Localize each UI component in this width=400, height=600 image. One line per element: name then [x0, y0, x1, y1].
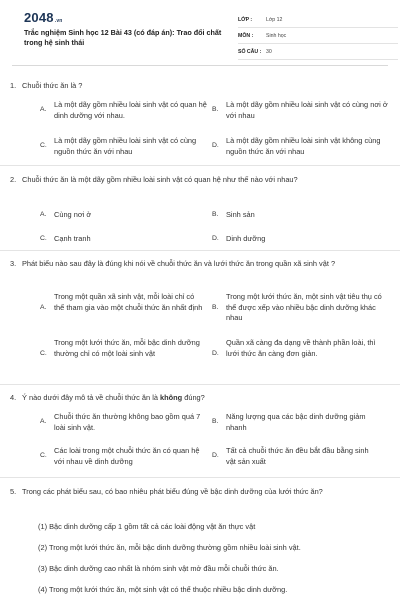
option-letter: C. — [40, 350, 47, 357]
statement-1: (1) Bậc dinh dưỡng cấp 1 gồm tất cả các loài động vật ăn thực vật — [38, 522, 256, 531]
meta-row-subject — [238, 28, 398, 44]
question-number: 4. — [10, 393, 17, 402]
page-title: Trắc nghiệm Sinh học 12 Bài 43 (có đáp án): Trao đổi chất trong hệ sinh thái — [24, 28, 222, 47]
option-text: Sinh sản — [226, 210, 255, 219]
question-text: Chuỗi thức ăn là ? — [22, 81, 83, 90]
question-stem — [10, 258, 382, 269]
option-text: Tất cả chuỗi thức ăn đều bắt đầu bằng sinh vật sản xuất — [226, 446, 369, 466]
question-number: 3. — [10, 259, 17, 268]
logo-domain: .vn — [54, 18, 63, 24]
option-text: Trong một lưới thức ăn, một sinh vật tiêu thụ có thể được xếp vào nhiều bậc dinh dưỡng khác nhau — [226, 292, 382, 323]
meta-value: Lớp 12 — [266, 16, 283, 23]
option-letter: D. — [212, 142, 219, 149]
option-letter: B. — [212, 304, 219, 311]
option-text: Các loài trong một chuỗi thức ăn có quan hệ với nhau về dinh dưỡng — [54, 446, 200, 466]
meta-value: 30 — [266, 48, 272, 55]
question-text-before: Ý nào dưới đây mô tả về chuỗi thức ăn là — [22, 393, 160, 402]
option-letter: D. — [212, 235, 219, 242]
question-text: Phát biểu nào sau đây là đúng khi nói về chuỗi thức ăn và lưới thức ăn trong quần xã sinh vật ? — [22, 259, 336, 268]
site-logo[interactable] — [24, 10, 63, 25]
option-letter: B. — [212, 106, 219, 113]
divider — [0, 165, 400, 166]
header — [12, 0, 388, 66]
option-letter: D. — [212, 350, 219, 357]
option-text: Là một dãy gồm nhiều loài sinh vật có quan hệ dinh dưỡng với nhau. — [54, 100, 207, 120]
option-text: Là một dãy gồm nhiều loài sinh vật có cùng nguồn thức ăn với nhau — [54, 136, 197, 156]
question-stem — [10, 486, 382, 497]
meta-table — [238, 12, 398, 60]
option-text: Trong một lưới thức ăn, mỗi bậc dinh dưỡng thường chỉ có một loài sinh vật — [54, 338, 200, 358]
question-stem — [10, 392, 382, 403]
statement-4: (4) Trong một lưới thức ăn, một sinh vật có thể thuộc nhiều bậc dinh dưỡng. — [38, 585, 288, 594]
divider — [0, 250, 400, 251]
option-letter: A. — [40, 304, 47, 311]
question-stem — [10, 80, 382, 91]
statement-2: (2) Trong một lưới thức ăn, mỗi bậc dinh dưỡng thường gồm nhiều loài sinh vật. — [38, 543, 301, 552]
question-stem — [10, 174, 382, 185]
divider — [0, 384, 400, 385]
option-text: Chuỗi thức ăn thường không bao gồm quá 7 loài sinh vật. — [54, 412, 201, 432]
question-number: 2. — [10, 175, 17, 184]
option-letter: C. — [40, 452, 47, 459]
option-letter: A. — [40, 106, 47, 113]
question-number: 1. — [10, 81, 17, 90]
option-text: Là một dãy gồm nhiều loài sinh vật không cùng nguồn thức ăn với nhau — [226, 136, 381, 156]
option-text: Năng lượng qua các bậc dinh dưỡng giảm nhanh — [226, 412, 366, 432]
meta-row-class — [238, 12, 398, 28]
meta-key: LỚP : — [238, 16, 253, 23]
option-letter: A. — [40, 418, 47, 425]
option-text: Dinh dưỡng — [226, 234, 266, 243]
option-text: Cùng nơi ở — [54, 210, 92, 219]
option-text: Trong một quần xã sinh vật, mỗi loài chỉ có thể tham gia vào một chuỗi thức ăn nhất định — [54, 292, 203, 312]
option-text: Cạnh tranh — [54, 234, 91, 243]
option-text: Là một dãy gồm nhiều loài sinh vật có cùng nơi ở với nhau — [226, 100, 388, 120]
divider — [0, 477, 400, 478]
meta-value: Sinh học — [266, 32, 287, 39]
option-letter: B. — [212, 211, 219, 218]
question-text-after: đúng? — [182, 393, 205, 402]
question-keyword: không — [160, 393, 183, 402]
meta-row-count — [238, 44, 398, 60]
question-text: Trong các phát biểu sau, có bao nhiêu phát biểu đúng về bậc dinh dưỡng của lưới thức ăn? — [22, 487, 323, 496]
meta-key: MÔN : — [238, 32, 254, 39]
option-letter: C. — [40, 235, 47, 242]
logo-main: 2048 — [24, 10, 54, 25]
option-letter: B. — [212, 418, 219, 425]
option-letter: C. — [40, 142, 47, 149]
meta-key: SỐ CÂU : — [238, 48, 262, 55]
option-text: Quần xã càng đa dạng về thành phần loài, thì lưới thức ăn càng đơn giản. — [226, 338, 376, 358]
question-number: 5. — [10, 487, 17, 496]
option-letter: A. — [40, 211, 47, 218]
statement-3: (3) Bậc dinh dưỡng cao nhất là nhóm sinh vật mở đầu mỗi chuỗi thức ăn. — [38, 564, 279, 573]
option-letter: D. — [212, 452, 219, 459]
question-text: Chuỗi thức ăn là một dãy gồm nhiều loài sinh vật có quan hệ như thế nào với nhau? — [22, 175, 298, 184]
